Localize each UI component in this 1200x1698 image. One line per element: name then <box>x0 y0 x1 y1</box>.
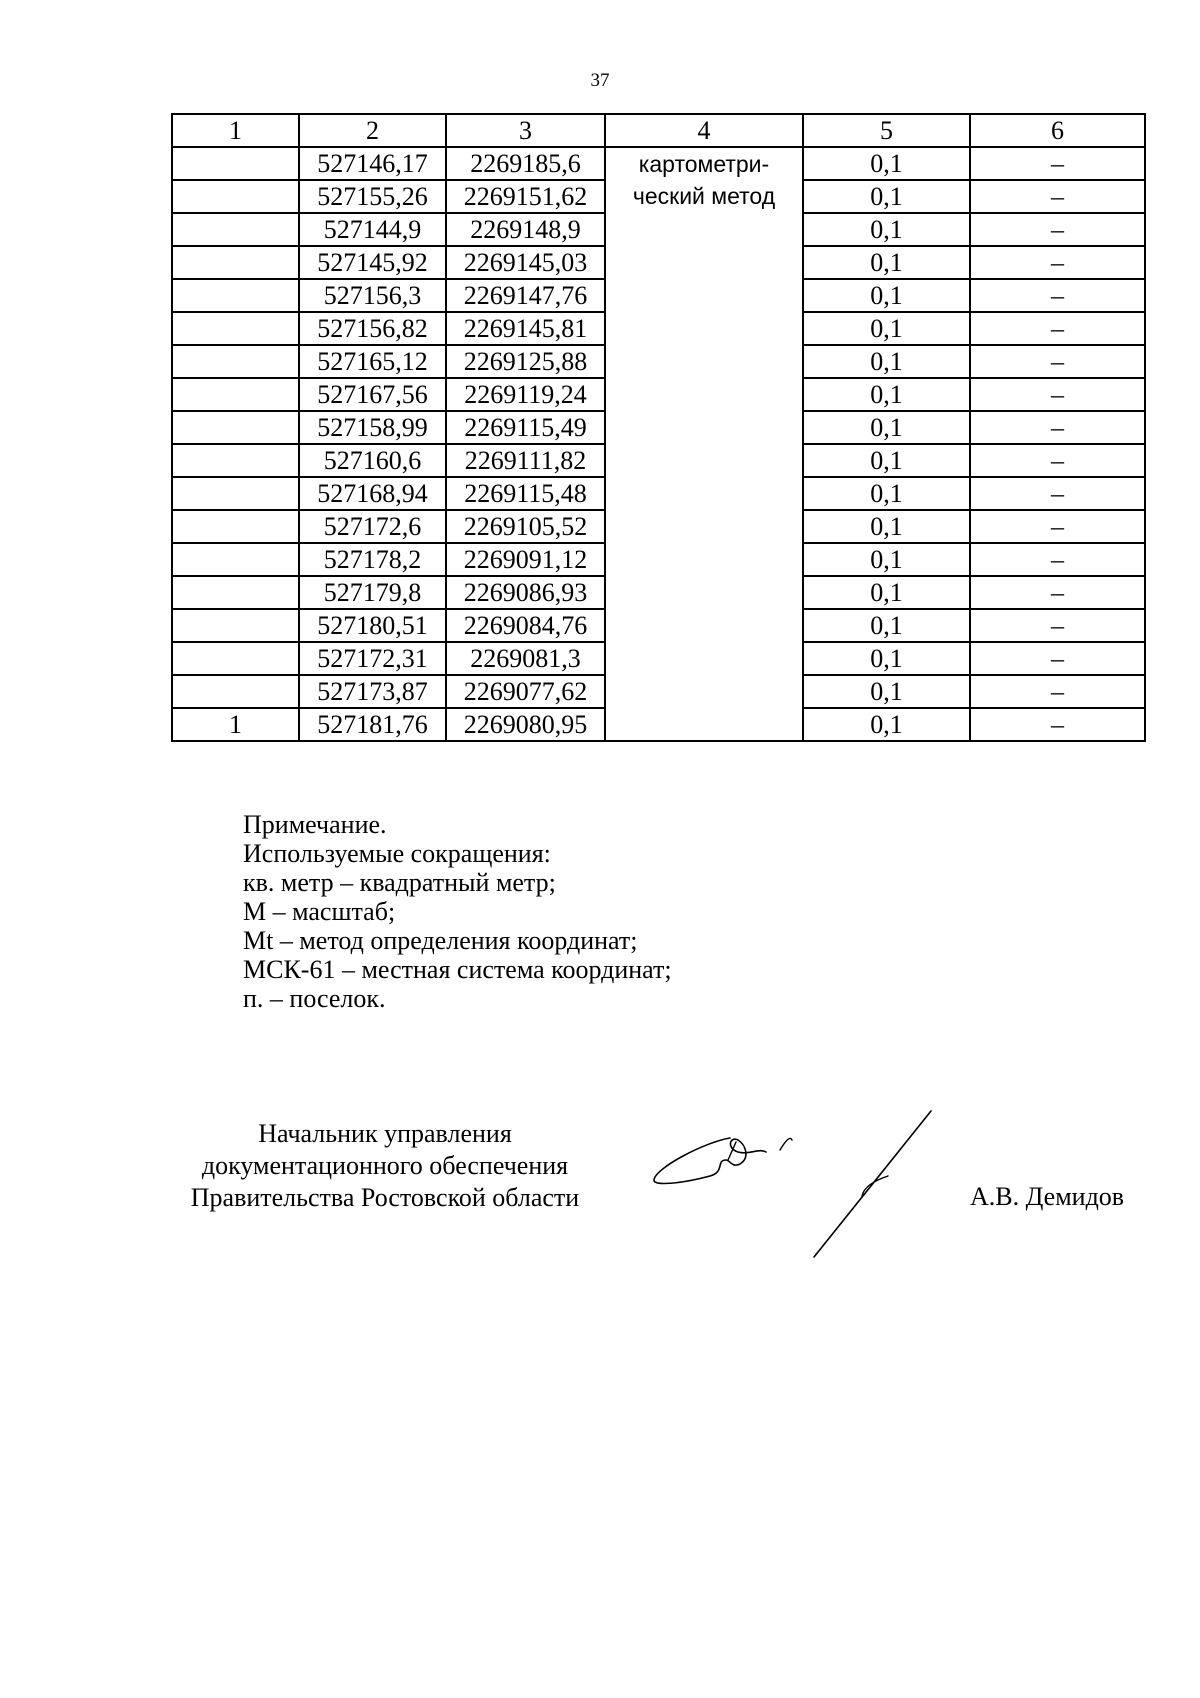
header-col-4: 4 <box>605 114 803 147</box>
cell-note: – <box>970 411 1145 444</box>
header-col-5: 5 <box>803 114 970 147</box>
table-row <box>172 147 1145 180</box>
cell-x: 527156,82 <box>299 312 446 345</box>
cell-point-number <box>172 180 299 213</box>
note-line: п. – поселок. <box>243 984 386 1013</box>
cell-point-number <box>172 213 299 246</box>
cell-note: – <box>970 708 1145 741</box>
header-col-6: 6 <box>970 114 1145 147</box>
cell-point-number <box>172 147 299 180</box>
cell-y: 2269125,88 <box>446 345 605 378</box>
cell-x: 527173,87 <box>299 675 446 708</box>
cell-accuracy: 0,1 <box>803 213 970 246</box>
cell-note: – <box>970 246 1145 279</box>
cell-x: 527168,94 <box>299 477 446 510</box>
cell-x: 527144,9 <box>299 213 446 246</box>
cell-x: 527155,26 <box>299 180 446 213</box>
position-line: Правительства Ростовской области <box>190 1183 580 1212</box>
cell-point-number <box>172 411 299 444</box>
cell-point-number <box>172 279 299 312</box>
cell-accuracy: 0,1 <box>803 345 970 378</box>
handwritten-signature <box>650 1100 950 1260</box>
cell-y: 2269081,3 <box>446 642 605 675</box>
cell-accuracy: 0,1 <box>803 510 970 543</box>
cell-x: 527172,6 <box>299 510 446 543</box>
cell-accuracy: 0,1 <box>803 279 970 312</box>
cell-note: – <box>970 477 1145 510</box>
cell-y: 2269185,6 <box>446 147 605 180</box>
cell-accuracy: 0,1 <box>803 411 970 444</box>
cell-x: 527146,17 <box>299 147 446 180</box>
cell-x: 527180,51 <box>299 609 446 642</box>
cell-accuracy: 0,1 <box>803 576 970 609</box>
cell-y: 2269091,12 <box>446 543 605 576</box>
cell-note: – <box>970 609 1145 642</box>
cell-y: 2269148,9 <box>446 213 605 246</box>
cell-point-number <box>172 609 299 642</box>
cell-point-number <box>172 510 299 543</box>
cell-point-number <box>172 312 299 345</box>
cell-note: – <box>970 180 1145 213</box>
cell-y: 2269111,82 <box>446 444 605 477</box>
cell-x: 527172,31 <box>299 642 446 675</box>
cell-point-number <box>172 642 299 675</box>
cell-x: 527167,56 <box>299 378 446 411</box>
signer-name: А.В. Демидов <box>970 1182 1125 1211</box>
header-col-1: 1 <box>172 114 299 147</box>
cell-accuracy: 0,1 <box>803 477 970 510</box>
cell-y: 2269077,62 <box>446 675 605 708</box>
note-line: кв. метр – квадратный метр; <box>243 868 556 897</box>
cell-note: – <box>970 345 1145 378</box>
cell-accuracy: 0,1 <box>803 312 970 345</box>
cell-note: – <box>970 147 1145 180</box>
position-line: документационного обеспечения <box>201 1151 569 1180</box>
position-line: Начальник управления <box>258 1119 512 1148</box>
cell-note: – <box>970 510 1145 543</box>
cell-note: – <box>970 444 1145 477</box>
cell-note: – <box>970 279 1145 312</box>
table-body <box>172 147 1145 741</box>
cell-note: – <box>970 675 1145 708</box>
cell-y: 2269115,49 <box>446 411 605 444</box>
cell-accuracy: 0,1 <box>803 642 970 675</box>
cell-note: – <box>970 213 1145 246</box>
coordinates-table <box>171 113 1146 742</box>
cell-accuracy: 0,1 <box>803 180 970 213</box>
signer-position <box>160 1118 610 1214</box>
note-line: Используемые сокращения: <box>243 839 551 868</box>
cell-y: 2269119,24 <box>446 378 605 411</box>
cell-x: 527165,12 <box>299 345 446 378</box>
cell-y: 2269080,95 <box>446 708 605 741</box>
cell-point-number <box>172 246 299 279</box>
cell-note: – <box>970 576 1145 609</box>
table-header-row <box>172 114 1145 147</box>
cell-accuracy: 0,1 <box>803 147 970 180</box>
note-line: М – масштаб; <box>243 897 396 926</box>
cell-y: 2269105,52 <box>446 510 605 543</box>
cell-accuracy: 0,1 <box>803 246 970 279</box>
cell-point-number <box>172 378 299 411</box>
cell-accuracy: 0,1 <box>803 543 970 576</box>
header-col-2: 2 <box>299 114 446 147</box>
cell-x: 527160,6 <box>299 444 446 477</box>
cell-point-number <box>172 543 299 576</box>
cell-point-number: 1 <box>172 708 299 741</box>
cell-y: 2269145,03 <box>446 246 605 279</box>
cell-accuracy: 0,1 <box>803 444 970 477</box>
cell-point-number <box>172 477 299 510</box>
cell-x: 527145,92 <box>299 246 446 279</box>
cell-x: 527179,8 <box>299 576 446 609</box>
cell-accuracy: 0,1 <box>803 708 970 741</box>
note-line: МСК-61 – местная система координат; <box>243 955 672 984</box>
cell-note: – <box>970 312 1145 345</box>
cell-note: – <box>970 543 1145 576</box>
header-col-3: 3 <box>446 114 605 147</box>
cell-x: 527156,3 <box>299 279 446 312</box>
cell-method: картометри-ческий метод <box>605 147 803 741</box>
cell-point-number <box>172 444 299 477</box>
cell-y: 2269151,62 <box>446 180 605 213</box>
cell-y: 2269145,81 <box>446 312 605 345</box>
cell-accuracy: 0,1 <box>803 609 970 642</box>
cell-accuracy: 0,1 <box>803 378 970 411</box>
cell-accuracy: 0,1 <box>803 675 970 708</box>
cell-y: 2269115,48 <box>446 477 605 510</box>
cell-y: 2269084,76 <box>446 609 605 642</box>
note-title: Примечание. <box>243 810 387 839</box>
note-block <box>243 810 672 1013</box>
cell-x: 527158,99 <box>299 411 446 444</box>
cell-x: 527178,2 <box>299 543 446 576</box>
cell-note: – <box>970 378 1145 411</box>
cell-note: – <box>970 642 1145 675</box>
cell-x: 527181,76 <box>299 708 446 741</box>
note-line: Mt – метод определения координат; <box>243 926 638 955</box>
page-number: 37 <box>590 70 610 91</box>
cell-point-number <box>172 576 299 609</box>
cell-point-number <box>172 345 299 378</box>
cell-point-number <box>172 675 299 708</box>
cell-y: 2269086,93 <box>446 576 605 609</box>
cell-y: 2269147,76 <box>446 279 605 312</box>
